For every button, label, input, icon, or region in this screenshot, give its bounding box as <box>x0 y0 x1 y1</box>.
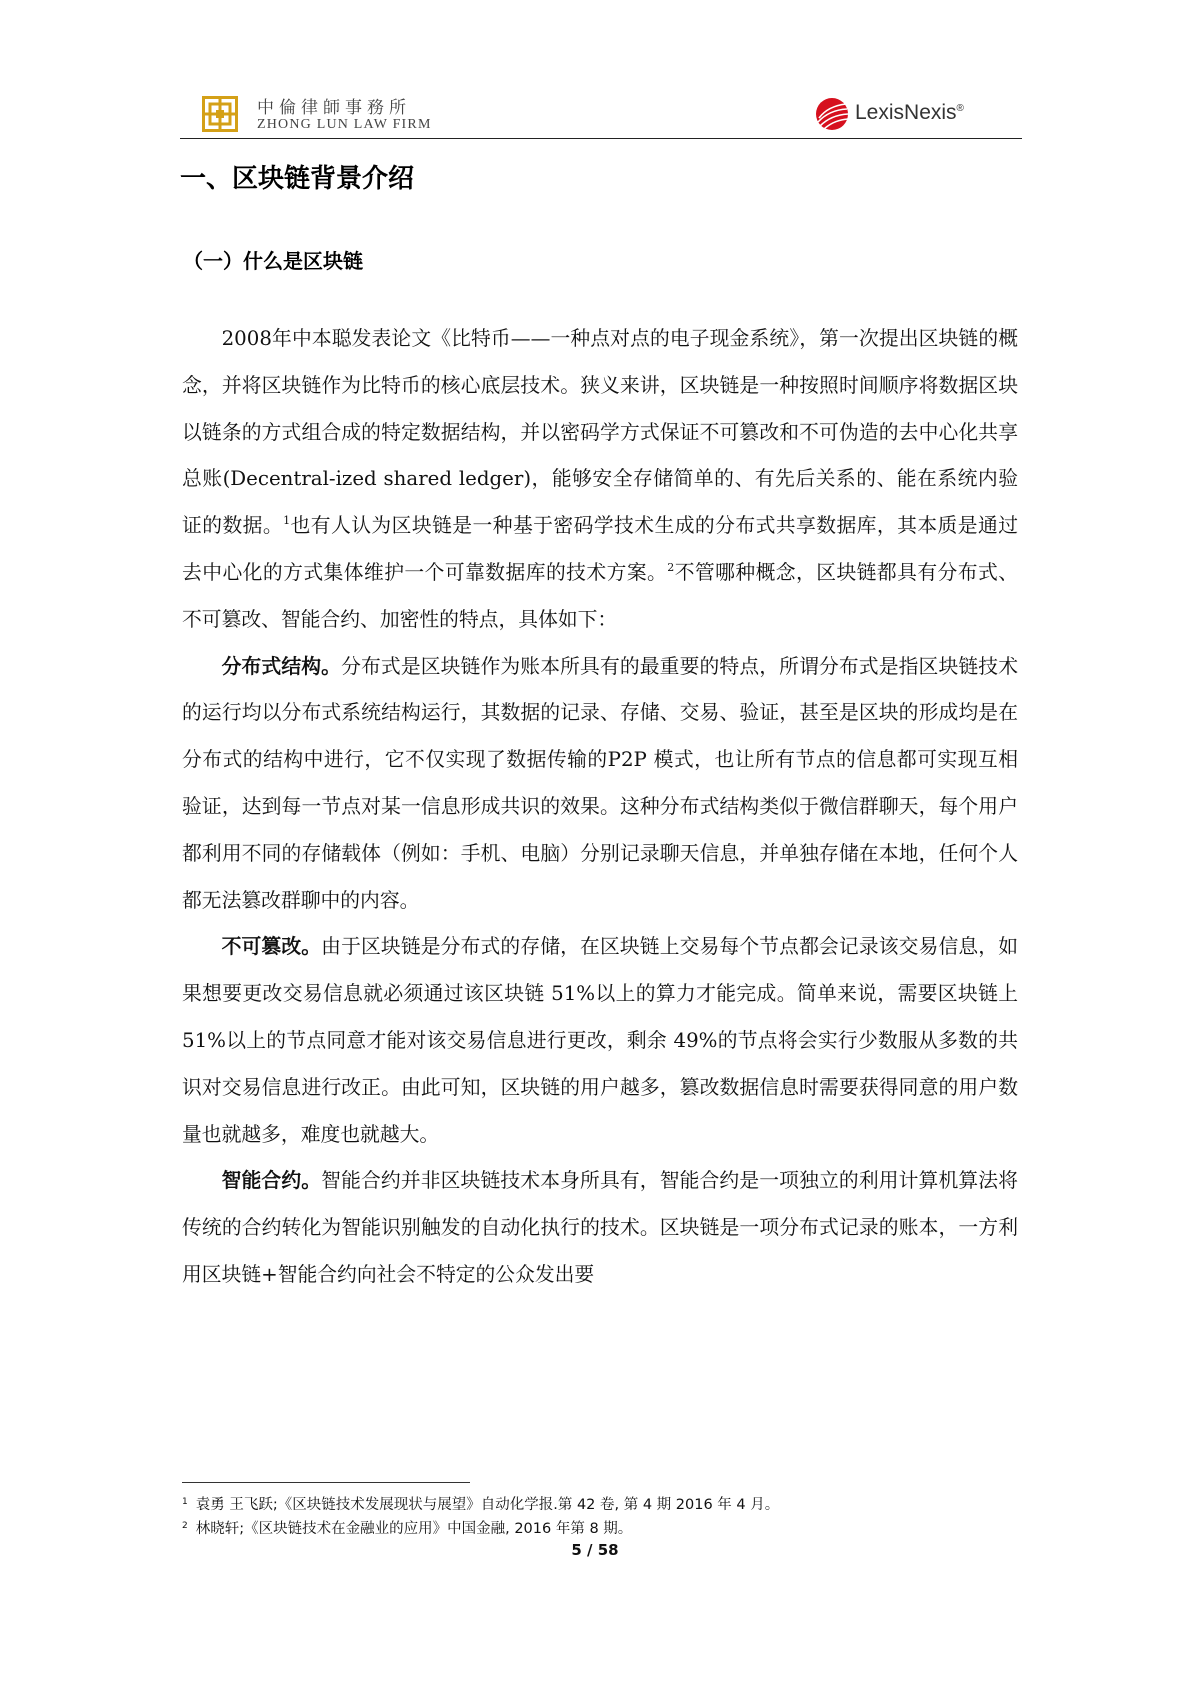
zhong-lun-logo-icon <box>202 96 238 132</box>
subsection-title: （一）什么是区块链 <box>183 249 363 273</box>
paragraph-smart-contract: 智能合约。智能合约并非区块链技术本身所具有，智能合约是一项独立的利用计算机算法将传统的合约转化为智能识别触发的自动化执行的技术。区块链是一项分布式记录的账本，一方利用区块链+智能合约向社会不特定的公众发出要 <box>182 1169 1018 1286</box>
paragraph-distributed: 分布式结构。分布式是区块链作为账本所具有的最重要的特点，所谓分布式是指区块链技术的运行均以分布式系统结构运行，其数据的记录、存储、交易、验证，甚至是区块的形成均是在分布式的结构中进行，它不仅实现了数据传输的P2P 模式，也让所有节点的信息都可实现互相验证，达到每一节点对某一信息形成共识的效果。这种分布式结构类似于微信群聊天，每个用户都利用不同的存储载体（例如：手机、电脑）分别记录聊天信息，并单独存储在本地，任何个人都无法篡改群聊中的内容。 <box>182 654 1018 912</box>
paragraph-lead: 分布式结构。 <box>221 654 342 678</box>
page-number: 5 / 58 <box>571 1541 619 1559</box>
footnote-ref-1[interactable]: 1 <box>283 514 291 528</box>
paragraph-lead: 不可篡改。 <box>221 935 322 959</box>
footnote-separator <box>182 1482 470 1483</box>
firm-name-english: ZHONG LUN LAW FIRM <box>257 117 432 132</box>
footnote-ref-2[interactable]: 2 <box>667 560 675 574</box>
paragraph-intro: 2008年中本聪发表论文《比特币——一种点对点的电子现金系统》，第一次提出区块链的概念，并将区块链作为比特币的核心底层技术。狭义来讲，区块链是一种按照时间顺序将数据区块以链条的方式组合成的特定数据结构，并以密码学方式保证不可篡改和不可伪造的去中心化共享总账(Decentral-ized shared ledger)，能够安全存储简单的、有先后关系的、能在系统内验证的数据。$^1$也有人认为区块链是一种基于密码学技术生成的分布式共享数据库，其本质是通过去中心化的方式集体维护一个可靠数据库的技术方案。$^2$不管哪种概念，区块链都具有分布式、不可篡改、智能合约、加密性的特点，具体如下： <box>182 327 1018 631</box>
footnote-2: $^2$ 林晓轩;《区块链技术在金融业的应用》中国金融, 2016 年第 8 期。 <box>182 1521 633 1537</box>
paragraph-immutable: 不可篡改。由于区块链是分布式的存储，在区块链上交易每个节点都会记录该交易信息，如果想要更改交易信息就必须通过该区块链 51%以上的算力才能完成。简单来说，需要区块链上 51%以上的节点同意才能对该交易信息进行更改，剩余 49%的节点将会实行少数服从多数的共识对交易信息进行改正。由此可知，区块链的用户越多，篡改数据信息时需要获得同意的用户数量也就越多，难度也就越大。 <box>182 935 1018 1146</box>
section-title: 一、区块链背景介绍 <box>180 164 415 194</box>
lexisnexis-logo-icon <box>814 96 850 132</box>
firm-name-chinese: 中倫律師事務所 <box>257 98 411 118</box>
paragraph-lead: 智能合约。 <box>221 1169 322 1193</box>
page-header <box>180 92 1022 139</box>
body-text <box>182 316 1018 1299</box>
footnote-1: $^1$ 袁勇 王飞跃;《区块链技术发展现状与展望》自动化学报.第 42 卷, 第 4 期 2016 年 4 月。 <box>182 1497 780 1513</box>
partner-name: LexisNexis® <box>855 101 964 124</box>
